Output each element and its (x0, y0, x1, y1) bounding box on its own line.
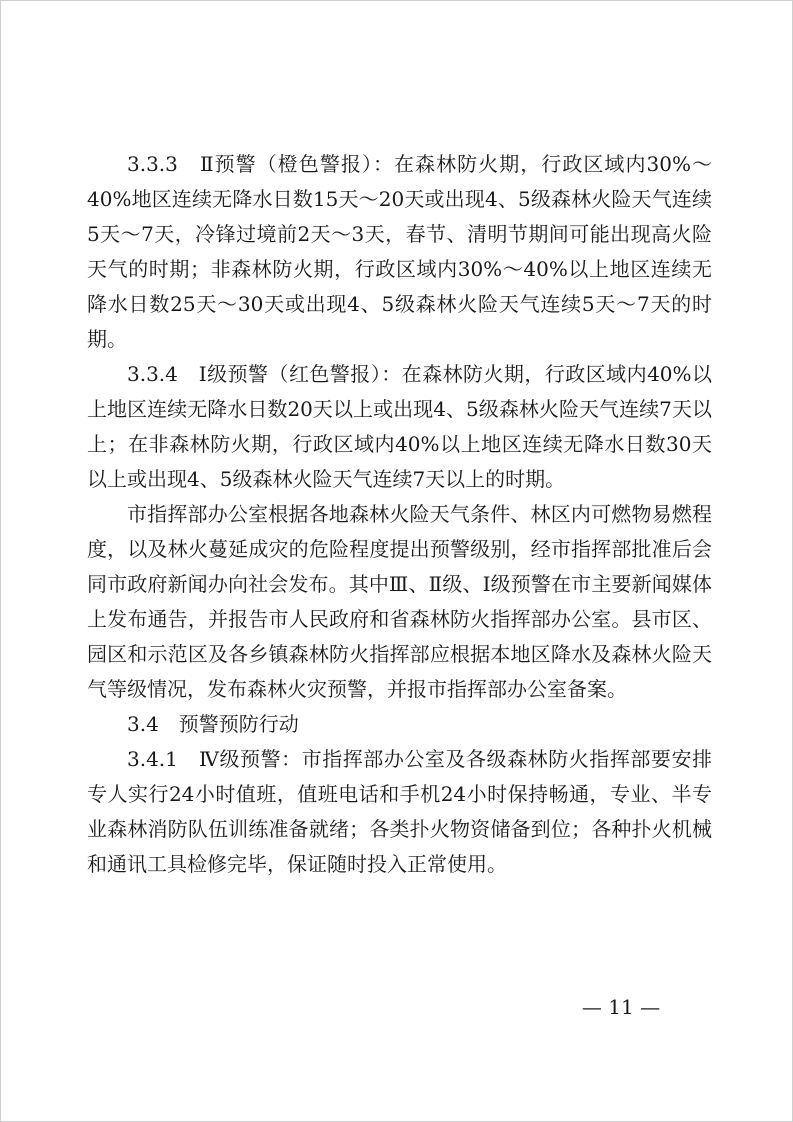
page-number: — 11 — (581, 995, 661, 1019)
paragraph-3-3-4: 3.3.4 Ⅰ级预警（红色警报）：在森林防火期，行政区域内40%以上地区连续无降水日数20天以上或出现4、5级森林火险天气连续7天以上；在非森林防火期，行政区域内40%以上地区连续无降水日数30天以上或出现4、5级森林火险天气连续7天以上的时期。 (87, 362, 712, 491)
paragraph-3-3-3: 3.3.3 Ⅱ预警（橙色警报）：在森林防火期，行政区域内30%～40%地区连续无降水日数15天～20天或出现4、5级森林火险天气连续5天～7天，冷锋过境前2天～3天，春节、清明节期间可能出现高火险天气的时期；非森林防火期，行政区域内30%～40%以上地区连续无降水日数25天～30天或出现4、5级森林火险天气连续5天～7天的时期。 (87, 152, 712, 351)
paragraph-warning-release: 市指挥部办公室根据各地森林火险天气条件、林区内可燃物易燃程度，以及林火蔓延成灾的危险程度提出预警级别，经市指挥部批准后会同市政府新闻办向社会发布。其中Ⅲ、Ⅱ级、Ⅰ级预警在市主要新闻媒体上发布通告，并报告市人民政府和省森林防火指挥部办公室。县市区、园区和示范区及各乡镇森林防火指挥部应根据本地区降水及森林火险天气等级情况，发布森林火灾预警，并报市指挥部办公室备案。 (87, 502, 712, 701)
document-body (87, 147, 712, 882)
paragraph-3-4-1: 3.4.1 Ⅳ级预警：市指挥部办公室及各级森林防火指挥部要安排专人实行24小时值班，值班电话和手机24小时保持畅通，专业、半专业森林消防队伍训练准备就绪；各类扑火物资储备到位；各种扑火机械和通讯工具检修完毕，保证随时投入正常使用。 (87, 747, 712, 876)
section-heading-3-4: 3.4 预警预防行动 (127, 712, 299, 736)
